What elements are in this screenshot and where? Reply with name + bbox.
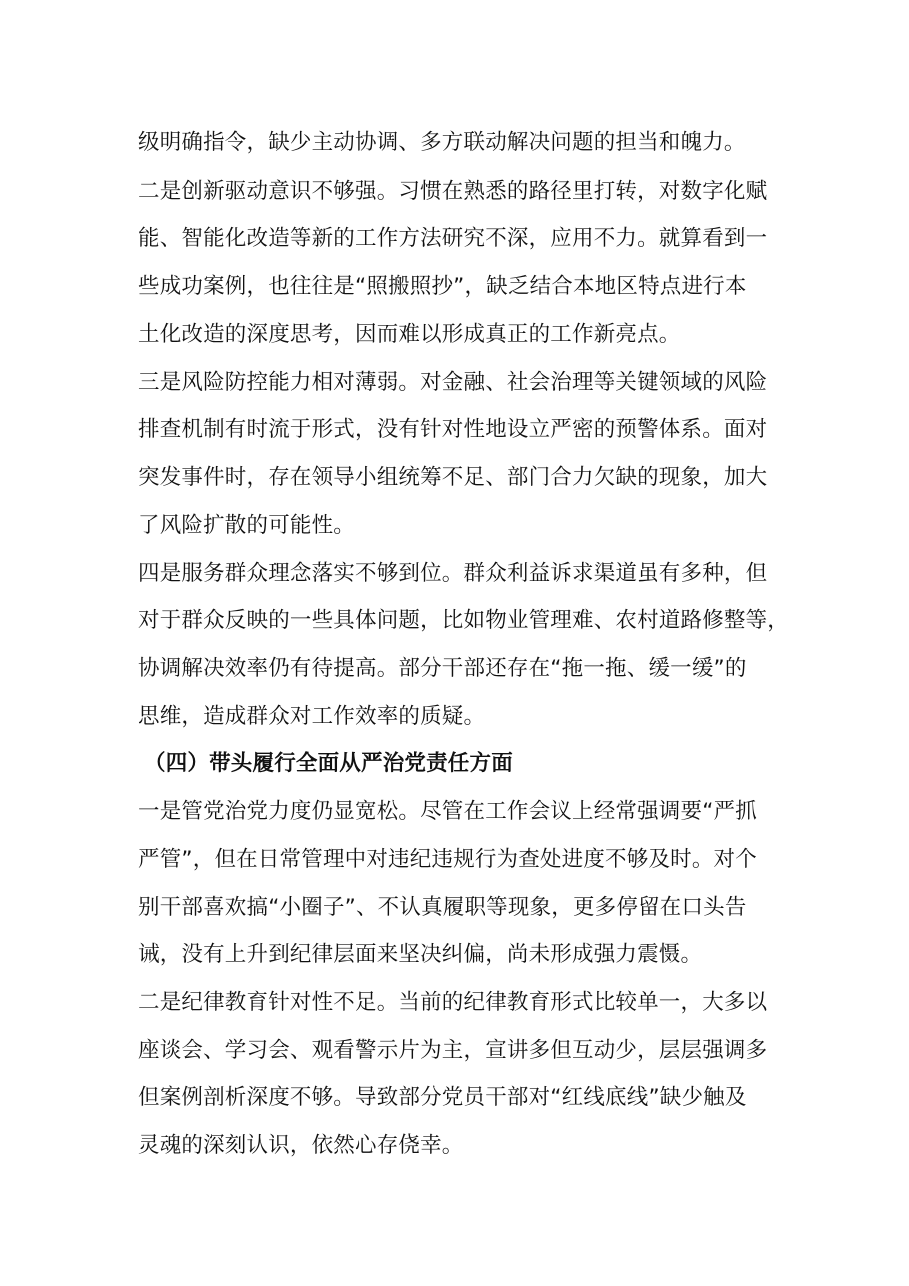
text-line: 级明确指令，缺少主动协调、多方联动解决问题的担当和魄力。 — [138, 130, 746, 155]
text-line: 严管”，但在日常管理中对违纪违规行为查处进度不够及时。对个 — [138, 847, 757, 872]
text-line: 座谈会、学习会、观看警示片为主，宣讲多但互动少，层层强调多 — [138, 1038, 768, 1063]
text-line: 二是创新驱动意识不够强。习惯在熟悉的路径里打转，对数字化赋 — [138, 179, 768, 204]
text-line: 灵魂的深刻认识，依然心存侥幸。 — [138, 1133, 464, 1158]
text-line: 二是纪律教育针对性不足。当前的纪律教育形式比较单一，大多以 — [138, 990, 768, 1015]
text-line: 土化改造的深度思考，因而难以形成真正的工作新亮点。 — [138, 322, 681, 347]
text-line: 一是管党治党力度仍显宽松。尽管在工作会议上经常强调要“严抓 — [138, 799, 757, 824]
text-line: 突发事件时，存在领导小组统筹不足、部门合力欠缺的现象，加大 — [138, 465, 768, 490]
text-line: 别干部喜欢搞“小圈子”、不认真履职等现象，更多停留在口头告 — [138, 895, 747, 920]
text-line: 对于群众反映的一些具体问题，比如物业管理难、农村道路修整等， — [138, 608, 790, 633]
text-line: 但案例剖析深度不够。导致部分党员干部对“红线底线”缺少触及 — [138, 1085, 747, 1110]
text-line: 些成功案例，也往往是“照搬照抄”，缺乏结合本地区特点进行本 — [138, 274, 747, 299]
text-line: 了风险扩散的可能性。 — [138, 513, 356, 538]
text-line: 诫，没有上升到纪律层面来坚决纠偏，尚未形成强力震慑。 — [138, 942, 703, 967]
text-line: 四是服务群众理念落实不够到位。群众利益诉求渠道虽有多种，但 — [138, 561, 768, 586]
section-heading: （四）带头履行全面从严治党责任方面 — [144, 751, 513, 776]
text-line: 能、智能化改造等新的工作方法研究不深，应用不力。就算看到一 — [138, 226, 768, 251]
text-line: 协调解决效率仍有待提高。部分干部还存在“拖一拖、缓一缓”的 — [138, 656, 747, 681]
text-line: 排查机制有时流于形式，没有针对性地设立严密的预警体系。面对 — [138, 417, 768, 442]
text-line: 思维，造成群众对工作效率的质疑。 — [138, 704, 486, 729]
text-line: 三是风险防控能力相对薄弱。对金融、社会治理等关键领域的风险 — [138, 370, 768, 395]
